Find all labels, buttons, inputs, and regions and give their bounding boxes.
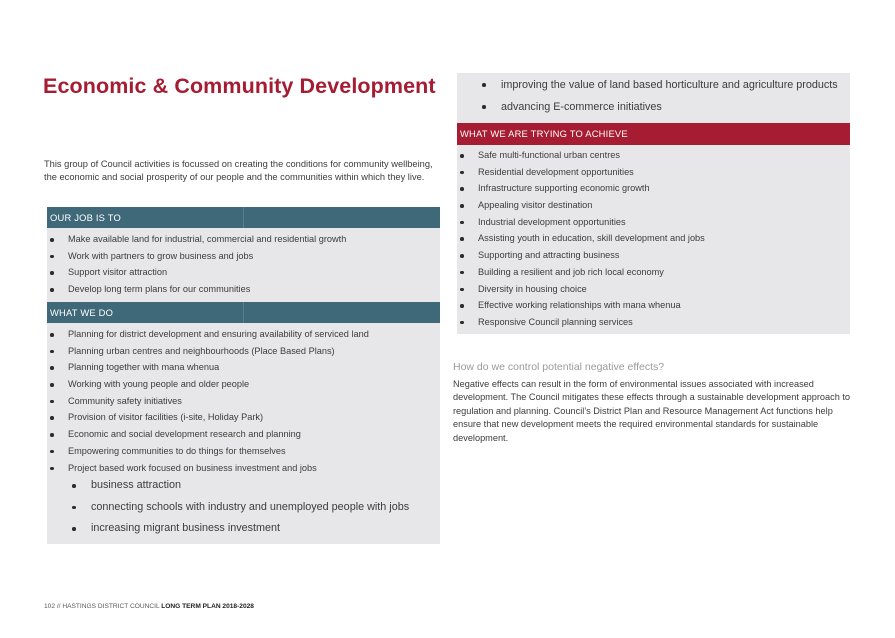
list-item: Working with young people and older people <box>47 376 369 393</box>
bullet-icon <box>50 271 54 275</box>
header-divider <box>243 302 244 323</box>
bullet-icon <box>50 450 54 454</box>
header-divider <box>243 207 244 228</box>
bullet-icon <box>50 467 54 471</box>
list-item: advancing E-commerce initiatives <box>457 96 838 118</box>
list-item: Appealing visitor destination <box>457 197 705 214</box>
bullet-icon <box>50 416 54 420</box>
bullet-icon <box>50 400 54 404</box>
list-item: Supporting and attracting business <box>457 247 705 264</box>
bullet-icon <box>50 238 54 242</box>
list-item: Assisting youth in education, skill development and jobs <box>457 230 705 247</box>
list-item: Empowering communities to do things for themselves <box>47 443 369 460</box>
negative-effects-paragraph: Negative effects can result in the form of environmental issues associated with increased development. The Council mitigates these effects through a sustainable development approach to regulation and planning. Council’s District Plan and Resource Management Act functions help ensure that new development meets the required environmental standards for sustainable development. <box>453 379 851 443</box>
list-item: Diversity in housing choice <box>457 281 705 298</box>
footer-doc-title: LONG TERM PLAN 2018-2028 <box>161 603 254 610</box>
list-item: Planning for district development and ensuring availability of serviced land <box>47 326 369 343</box>
bullet-icon <box>50 383 54 387</box>
list-item: Project based work focused on business investment and jobs <box>47 460 369 477</box>
bullet-icon <box>482 105 486 109</box>
bullet-icon <box>460 288 464 292</box>
bullet-icon <box>50 255 54 259</box>
our-job-header-label: OUR JOB IS TO <box>50 212 122 223</box>
list-item: Provision of visitor facilities (i-site, Holiday Park) <box>47 409 369 426</box>
list-item: Building a resilient and job rich local economy <box>457 264 705 281</box>
bullet-icon <box>460 154 464 158</box>
footer-prefix: 102 // HASTINGS DISTRICT COUNCIL <box>44 603 162 610</box>
list-item: Planning together with mana whenua <box>47 359 369 376</box>
what-we-do-header-label: WHAT WE DO <box>50 307 114 318</box>
bullet-icon <box>460 237 464 241</box>
list-item: Responsive Council planning services <box>457 314 705 331</box>
bullet-icon <box>72 484 76 488</box>
bullet-icon <box>50 350 54 354</box>
bullet-icon <box>50 433 54 437</box>
bullet-icon <box>460 321 464 325</box>
list-item: business attraction <box>47 475 409 497</box>
continued-list <box>457 74 838 118</box>
list-item: Work with partners to grow business and jobs <box>47 248 346 265</box>
bullet-icon <box>482 83 486 87</box>
bullet-icon <box>50 366 54 370</box>
list-item: connecting schools with industry and unemployed people with jobs <box>47 497 409 519</box>
page-footer <box>44 603 254 610</box>
what-we-do-list <box>47 326 369 476</box>
list-item: Make available land for industrial, commercial and residential growth <box>47 231 346 248</box>
list-item: increasing migrant business investment <box>47 518 409 540</box>
what-we-do-sublist <box>47 475 409 540</box>
trying-to-achieve-list <box>457 147 705 331</box>
list-item: Residential development opportunities <box>457 164 705 181</box>
list-item: Infrastructure supporting economic growth <box>457 180 705 197</box>
trying-to-achieve-header-label: WHAT WE ARE TRYING TO ACHIEVE <box>460 128 628 139</box>
list-item: Develop long term plans for our communities <box>47 281 346 298</box>
our-job-list <box>47 231 346 298</box>
list-item: Support visitor attraction <box>47 264 346 281</box>
page-title: Economic & Community Development <box>43 74 436 98</box>
list-item: Planning urban centres and neighbourhoods (Place Based Plans) <box>47 343 369 360</box>
bullet-icon <box>460 221 464 225</box>
list-item: Economic and social development research and planning <box>47 426 369 443</box>
list-item: Effective working relationships with mana whenua <box>457 297 705 314</box>
bullet-icon <box>50 288 54 292</box>
bullet-icon <box>460 171 464 175</box>
bullet-icon <box>460 271 464 275</box>
bullet-icon <box>50 333 54 337</box>
list-item: Industrial development opportunities <box>457 214 705 231</box>
bullet-icon <box>72 527 76 531</box>
trying-to-achieve-header <box>457 123 850 145</box>
intro-paragraph: This group of Council activities is focussed on creating the conditions for community wellbeing, the economic and social prosperity of our people and the communities within which they live. <box>44 159 433 183</box>
list-item: Community safety initiatives <box>47 393 369 410</box>
bullet-icon <box>72 506 76 510</box>
bullet-icon <box>460 254 464 258</box>
bullet-icon <box>460 187 464 191</box>
negative-effects-heading: How do we control potential negative effects? <box>453 361 665 373</box>
bullet-icon <box>460 304 464 308</box>
list-item: improving the value of land based horticulture and agriculture products <box>457 74 838 96</box>
bullet-icon <box>460 204 464 208</box>
our-job-header <box>47 207 440 228</box>
list-item: Safe multi-functional urban centres <box>457 147 705 164</box>
what-we-do-header <box>47 302 440 323</box>
